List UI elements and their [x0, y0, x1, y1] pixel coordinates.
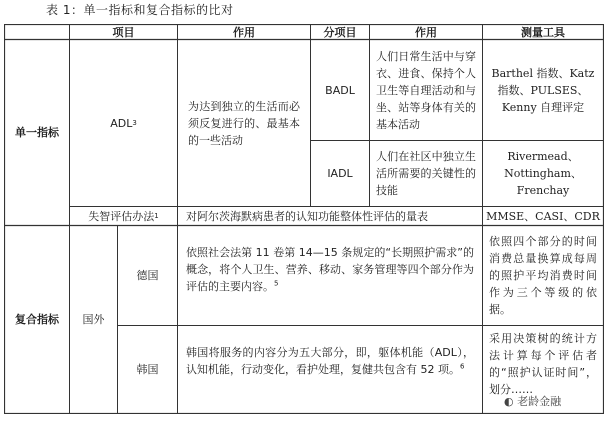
- germany-label: 德国: [136, 269, 159, 282]
- iadl-name: IADL: [327, 167, 353, 180]
- adl-function: 为达到独立的生活而必须反复进行的、最基本的一些活动: [188, 99, 300, 147]
- badl-tool: Barthel 指数、Katz 指数、PULSES、Kenny 自理评定: [491, 66, 595, 114]
- foreign-label: 国外: [82, 313, 105, 326]
- header-function-2: 作用: [415, 26, 437, 39]
- header-function: 作用: [233, 26, 255, 39]
- iadl-function: 人们在社区中独立生活所需要的关键性的技能: [376, 150, 476, 197]
- germany-function: 依照社会法第 11 卷第 14—15 条规定的“长期照护需求”的概念，将个人卫生、营养、移动、家务管理等四个部分作为评估的主要内容。: [186, 246, 474, 293]
- dementia-cell: 失智评估办法 1: [88, 209, 159, 223]
- watermark: [504, 393, 561, 409]
- badl-name: BADL: [325, 83, 355, 97]
- iadl-tool: Rivermead、Nottingham、Frenchay: [504, 150, 582, 197]
- korea-label: 韩国: [136, 363, 159, 376]
- dementia-name: 失智评估办法: [88, 209, 155, 223]
- header-tool: 测量工具: [521, 26, 565, 39]
- adl-name: ADL: [110, 116, 133, 130]
- comparison-table: [4, 24, 604, 414]
- germany-ref: 5: [274, 279, 279, 288]
- korea-function: 韩国将服务的内容分为五大部分，即，躯体机能（ADL），认知机能，行动变化，看护处理，复健共包含有 52 项。: [186, 346, 474, 376]
- adl-cell: ADL 3: [110, 116, 137, 130]
- header-item: 项目: [112, 26, 135, 39]
- header-subitem: 分项目: [323, 26, 357, 39]
- single-indicator-label: 单一指标: [15, 126, 59, 139]
- korea-ref: 6: [460, 362, 465, 371]
- korea-function-cell: [178, 326, 482, 413]
- korea-tool: 采用决策树的统计方法计算每个评估者的“照护认证时间”，划分……: [489, 332, 597, 396]
- germany-function-cell: [178, 226, 482, 325]
- watermark-text: 老龄金融: [517, 395, 562, 408]
- table-caption: 表 1：单一指标和复合指标的比对: [46, 3, 234, 17]
- germany-tool: 依照四个部分的时间消费总量换算成每周的照护平均消费时间作为三个等级的依据。: [489, 235, 597, 316]
- dementia-tool: MMSE、CASI、CDR: [486, 209, 600, 223]
- wechat-icon: ◐: [504, 395, 514, 408]
- composite-indicator-label: 复合指标: [15, 313, 59, 326]
- badl-function: 人们日常生活中与穿衣、进食、保持个人卫生等自理活动和与坐、站等身体有关的基本活动: [376, 49, 476, 131]
- dementia-function: 对阿尔茨海默病患者的认知功能整体性评估的量表: [186, 209, 428, 223]
